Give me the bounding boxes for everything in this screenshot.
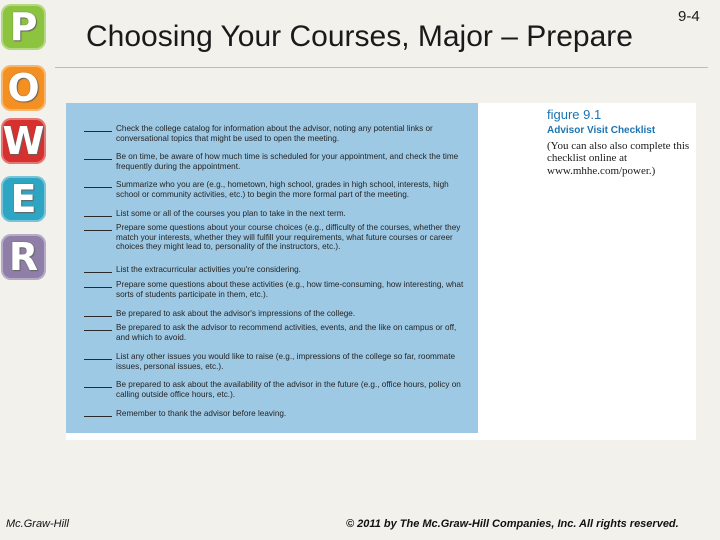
checklist-item-text: List some or all of the courses you plan to take in the next term.: [116, 209, 346, 218]
footer-publisher: Mc.Graw-Hill: [6, 518, 69, 530]
checkbox-blank-line: [84, 416, 112, 417]
checklist-item-text: Be on time, be aware of how much time is scheduled for your appointment, and check the time frequently during the appointment.: [116, 152, 459, 171]
checklist-item: [84, 323, 470, 342]
checklist-item-text: Prepare some questions about these activities (e.g., how time-consuming, how interesting, what sorts of students participate in them, etc.).: [116, 280, 464, 299]
power-letter-e: E: [1, 176, 46, 222]
checklist-item-text: Be prepared to ask about the availability of the advisor in the future (e.g., office hours, policy on calling outside office hours, etc.).: [116, 380, 461, 399]
checklist-item-text: List the extracurricular activities you're considering.: [116, 265, 301, 274]
checklist-item: [84, 223, 470, 252]
checkbox-blank-line: [84, 187, 112, 188]
power-letter-w: W: [2, 119, 45, 163]
checkbox-blank-line: [84, 287, 112, 288]
checkbox-blank-line: [84, 272, 112, 273]
checkbox-blank-line: [84, 159, 112, 160]
checklist-item: [84, 380, 470, 399]
checkbox-blank-line: [84, 131, 112, 132]
figure-note: (You can also also complete this checklist online at www.mhhe.com/power.): [547, 140, 690, 177]
checklist-item: [84, 280, 470, 299]
checkbox-blank-line: [84, 230, 112, 231]
power-letter-p: P: [1, 4, 46, 50]
power-letter-o: O: [1, 65, 46, 111]
checklist-item-text: Be prepared to ask about the advisor's impressions of the college.: [116, 309, 356, 318]
checkbox-blank-line: [84, 387, 112, 388]
checklist-item-text: Be prepared to ask the advisor to recommend activities, events, and the like on campus or off, and which to avoid.: [116, 323, 457, 342]
checklist-item-text: Check the college catalog for information about the advisor, noting any potential links or conversational topics that might be used to open the meeting.: [116, 124, 433, 143]
checklist-item-text: Remember to thank the advisor before leaving.: [116, 409, 287, 418]
checklist-item: [84, 152, 470, 171]
checkbox-blank-line: [84, 359, 112, 360]
checklist-item: [84, 409, 470, 419]
checkbox-blank-line: [84, 330, 112, 331]
checklist-item: [84, 180, 470, 199]
figure-caption: Advisor Visit Checklist: [547, 125, 656, 136]
checkbox-blank-line: [84, 316, 112, 317]
checklist-item-text: List any other issues you would like to raise (e.g., impressions of the college so far, roommate issues, personal issues, etc.).: [116, 352, 456, 371]
checkbox-blank-line: [84, 216, 112, 217]
checklist-item: [84, 352, 470, 371]
checklist-item: [84, 309, 470, 319]
slide-number: 9-4: [678, 8, 700, 25]
page-title: Choosing Your Courses, Major – Prepare: [86, 20, 633, 53]
checklist-item-text: Summarize who you are (e.g., hometown, high school, grades in high school, interests, high school or community activities, etc.) to begin the more formal part of the meeting.: [116, 180, 449, 199]
footer-copyright: © 2011 by The Mc.Graw-Hill Companies, Inc. All rights reserved.: [346, 518, 679, 530]
title-divider: [55, 67, 708, 68]
checklist-item: [84, 209, 470, 219]
checklist-item: [84, 265, 470, 275]
checklist-box: [66, 103, 478, 433]
checklist-item-text: Prepare some questions about your course choices (e.g., difficulty of the courses, whether they match your interests, whether they will fulfill your requirements, what future courses or career choices they might lead to, personality of the instructors, etc.).: [116, 223, 461, 252]
figure-number: figure 9.1: [547, 107, 602, 122]
checklist-item: [84, 124, 470, 143]
figure-panel: [66, 103, 696, 440]
power-letter-r: R: [1, 234, 46, 280]
